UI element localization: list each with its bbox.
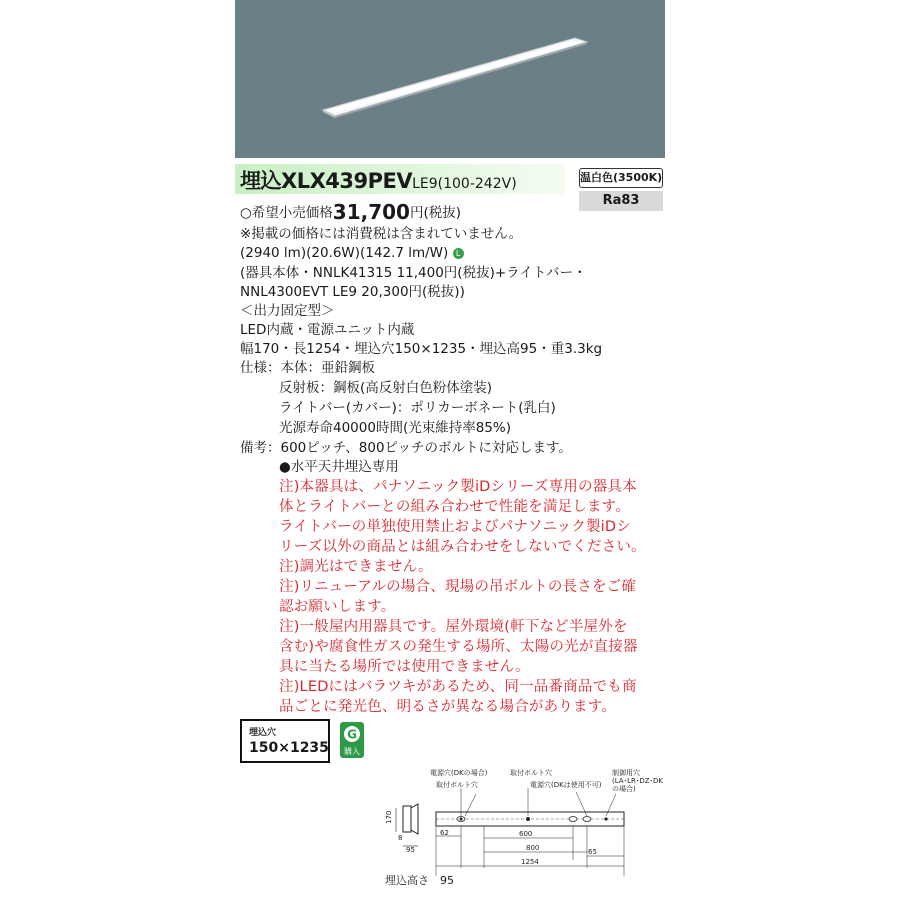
embed-height-label: 埋込高さ 95	[385, 874, 454, 887]
green-mark-letter: G	[347, 727, 357, 742]
note-line: ライトバーの単独使用禁止およびパナソニック製iDシ	[279, 519, 631, 535]
label-control-hole: 制御用穴	[612, 769, 640, 777]
cutout-size-box	[240, 719, 330, 763]
parts-line-1: (器具本体・NNLK41315 11,400円(税抜)+ライトバー・	[240, 265, 587, 281]
note-line: 体とライトバーとの組み合わせで性能を満足します。	[279, 499, 630, 515]
parts-line-2: NNL4300EVT LE9 20,300円(税抜))	[240, 284, 465, 300]
note-line: 具に当たる場所では使用できません。	[279, 659, 530, 675]
output-type: ＜出力固定型＞	[240, 303, 335, 319]
note-line: 注)一般屋内用器具です。屋外環境(軒下など半屋外を	[279, 619, 628, 635]
note-line: 品ごとに発光色、明るさが異なる場合があります。	[279, 699, 616, 715]
dim-1254: 1254	[521, 858, 539, 866]
dim-95: 95	[406, 846, 415, 854]
dimensions-line: 幅170・長1254・埋込穴150×1235・埋込高95・重3.3kg	[240, 341, 603, 357]
dim-170: 170	[385, 810, 393, 824]
spec-body: 本体：亜鉛鋼板	[280, 360, 375, 376]
spec-line	[240, 359, 375, 378]
price-label: ○希望小売価格	[240, 205, 333, 221]
label-bolt-hole-top: 取付ボルト穴	[510, 769, 552, 777]
label-control-models: (LA･LR･DZ･DK	[612, 777, 664, 785]
dim-65: 65	[588, 848, 597, 856]
spec-label: 仕様：	[240, 360, 281, 376]
green-mark-label: 購入	[344, 747, 360, 756]
dim-800: 800	[526, 844, 540, 852]
remark-bolt: 600ピッチ、800ピッチのボルトに対応します。	[280, 440, 572, 456]
price-line	[240, 200, 462, 224]
note-line: リーズ以外の商品とは組み合わせをしないでください。	[279, 539, 646, 555]
label-control-case: の場合)	[612, 785, 636, 793]
dim-600: 600	[519, 830, 533, 838]
top-view	[430, 768, 663, 876]
ra-badge: Ra83	[579, 191, 663, 211]
price-amount: 31,700	[332, 200, 410, 224]
remark-label: 備考：	[240, 440, 281, 456]
product-title	[240, 165, 517, 195]
efficiency-text: (2940 lm)(20.6W)(142.7 lm/W)	[240, 245, 449, 261]
cutout-caption: 埋込穴	[249, 728, 277, 738]
dim-8: 8	[398, 834, 403, 842]
title-voltage: (100-242V)	[437, 176, 517, 192]
cutout-value: 150×1235	[249, 740, 329, 756]
side-view	[385, 804, 418, 854]
dim-62: 62	[440, 829, 449, 837]
tax-note: ※掲載の価格には消費税は含まれていません。	[240, 226, 523, 242]
label-power-hole-dk: 電源穴(DKの場合)	[430, 769, 488, 777]
label-power-hole-dk-unusable: 電源穴(DKは使用不可)	[530, 781, 602, 789]
leaf-icon: L	[453, 248, 464, 259]
light-fixture-illustration	[235, 0, 665, 158]
spec-reflector: 反射板：鋼板(高反射白色粉体塗装)	[279, 380, 493, 396]
note-line: 注)調光はできません。	[279, 559, 433, 575]
product-photo	[235, 0, 665, 158]
spec-lightbar: ライトバー(カバー)：ポリカーボネート(乳白)	[279, 400, 556, 416]
note-line: 認お願いします。	[279, 599, 396, 615]
note-line: 注)LEDにはバラツキがあるため、同一品番商品でも商	[279, 679, 637, 695]
label-bolt-hole-left: 取付ボルト穴	[436, 781, 478, 789]
green-purchase-icon	[340, 722, 364, 758]
title-prefix: 埋込XLX439PEV	[240, 169, 413, 193]
color-temperature-badge: 温白色(3500K)	[579, 168, 663, 188]
title-suffix: LE9	[412, 176, 438, 192]
note-line: 含む)や腐食性ガスの発生する場所、太陽の光が直接器	[279, 639, 638, 655]
builtin-line: LED内蔵・電源ユニット内蔵	[240, 322, 415, 338]
efficiency-line	[240, 244, 464, 263]
remark-line	[240, 439, 572, 458]
note-line: 注)リニューアルの場合、現場の吊ボルトの長さをご確	[279, 579, 637, 595]
remark-ceiling: ●水平天井埋込専用	[279, 459, 399, 475]
spec-life: 光源寿命40000時間(光束維持率85%)	[279, 420, 511, 436]
note-line: 注)本器具は、パナソニック製iDシリーズ専用の器具本	[279, 479, 637, 495]
price-unit: 円(税抜)	[409, 205, 462, 221]
